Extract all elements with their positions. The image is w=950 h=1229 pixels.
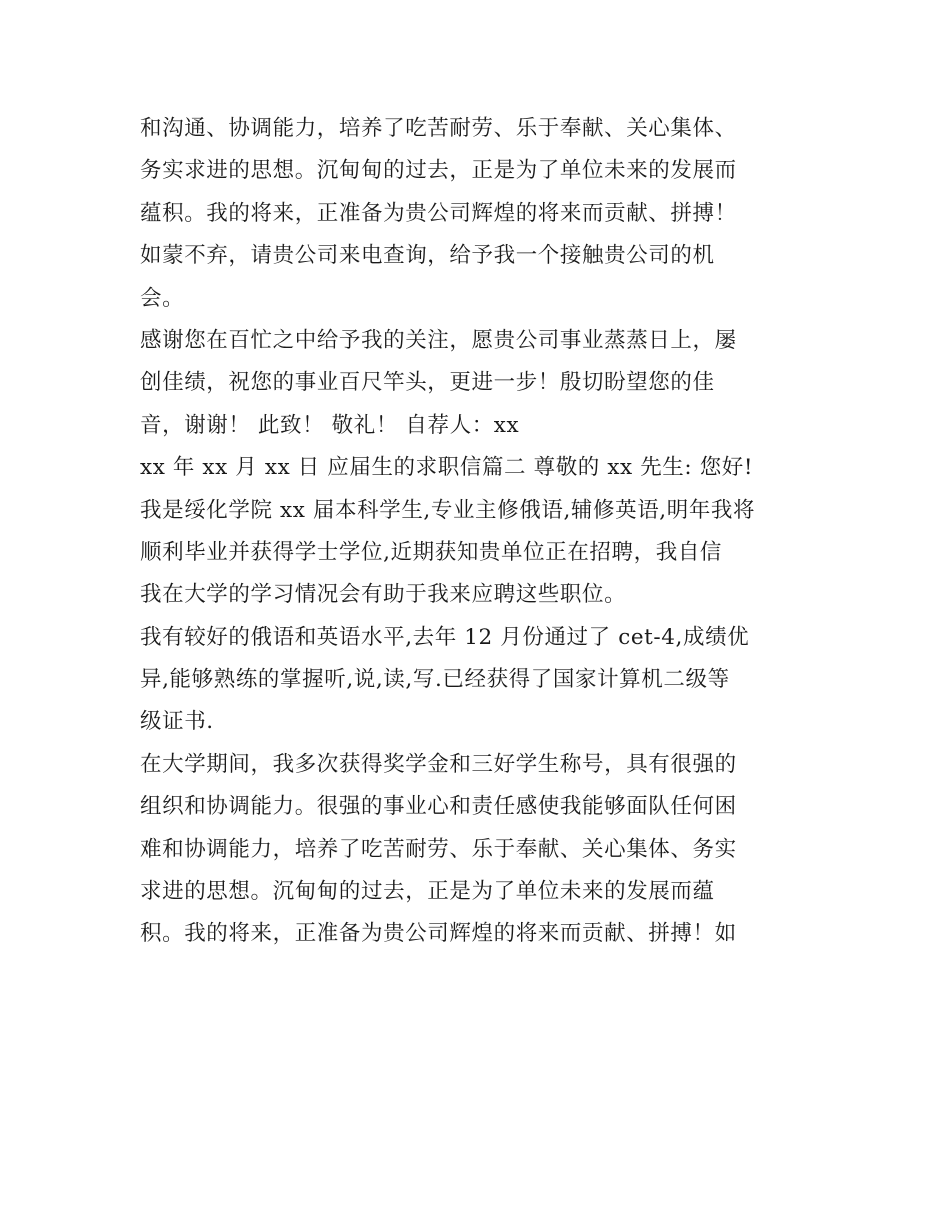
document-body	[140, 108, 840, 956]
text-line: xx 年 xx 月 xx 日 应届生的求职信篇二 尊敬的 xx 先生: 您好!	[140, 455, 754, 481]
text-line: 积。我的将来，正准备为贵公司辉煌的将来而贡献、拼搏！如	[140, 921, 737, 947]
text-line: 蕴积。我的将来，正准备为贵公司辉煌的将来而贡献、拼搏！	[140, 200, 737, 226]
text-line: 音，谢谢！ 此致！ 敬礼！ 自荐人：xx	[140, 412, 520, 438]
text-line: 我有较好的俄语和英语水平,去年 12 月份通过了 cet-4,成绩优	[140, 624, 750, 650]
text-line: 难和协调能力，培养了吃苦耐劳、乐于奉献、关心集体、务实	[140, 836, 737, 862]
text-line: 组织和协调能力。很强的事业心和责任感使我能够面队任何困	[140, 794, 737, 820]
text-line: 异,能够熟练的掌握听,说,读,写.已经获得了国家计算机二级等	[140, 667, 730, 693]
text-line: 求进的思想。沉甸甸的过去，正是为了单位未来的发展而蕴	[140, 879, 715, 905]
text-line: 如蒙不弃，请贵公司来电查询，给予我一个接触贵公司的机	[140, 243, 715, 269]
text-line: 顺利毕业并获得学士学位,近期获知贵单位正在招聘，我自信	[140, 539, 723, 565]
text-line: 创佳绩，祝您的事业百尺竿头，更进一步！殷切盼望您的佳	[140, 370, 715, 396]
text-line: 级证书.	[140, 709, 214, 735]
text-line: 我是绥化学院 xx 届本科学生,专业主修俄语,辅修英语,明年我将	[140, 497, 756, 523]
text-line: 在大学期间，我多次获得奖学金和三好学生称号，具有很强的	[140, 751, 737, 777]
text-line: 我在大学的学习情况会有助于我来应聘这些职位。	[140, 582, 627, 608]
text-line: 务实求进的思想。沉甸甸的过去，正是为了单位未来的发展而	[140, 158, 737, 184]
text-line: 感谢您在百忙之中给予我的关注，愿贵公司事业蒸蒸日上，屡	[140, 327, 737, 353]
text-line: 会。	[140, 285, 185, 311]
text-line: 和沟通、协调能力，培养了吃苦耐劳、乐于奉献、关心集体、	[140, 116, 737, 141]
